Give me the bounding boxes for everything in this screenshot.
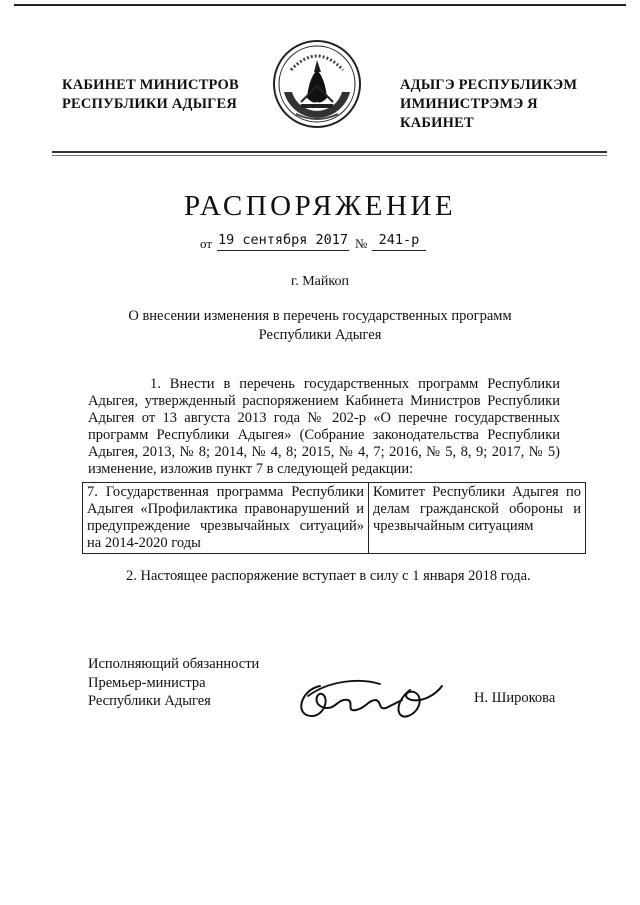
document-date: 19 сентября 2017 — [217, 232, 349, 251]
position-line-1: Исполняющий обязанности — [88, 656, 260, 672]
header-divider — [52, 151, 607, 153]
number-prefix: № — [355, 236, 368, 251]
program-table — [82, 482, 586, 554]
position-line-2: Премьер-министра — [88, 674, 206, 691]
header-right-adyghe — [400, 76, 615, 133]
signatory-name: Н. Широкова — [474, 690, 556, 706]
header-left-line1: КАБИНЕТ МИНИСТРОВ — [62, 77, 239, 93]
header-right-line2: ИМИНИСТРЭМЭ Я КАБИНЕТ — [400, 96, 538, 131]
signatory-position — [88, 655, 259, 711]
document-title: РАСПОРЯЖЕНИЕ — [183, 190, 457, 222]
executor-cell: Комитет Республики Адыгея по делам гражданской обороны и чрезвычайным ситуациям — [369, 483, 586, 554]
document-number: 241-р — [372, 232, 426, 251]
document-subject: О внесении изменения в перечень государственных программ Республики Адыгея — [128, 308, 512, 343]
date-prefix: от — [200, 236, 213, 251]
header-right-line1: АДЫГЭ РЕСПУБЛИКЭМ — [400, 77, 578, 93]
paragraph-1: 1. Внести в перечень государственных программ Республики Адыгея, утвержденный распоряжением Кабинета Министров Республики Адыгея от 13 августа 2013 года № 202-р «О перечне государственных программ Республики Адыгея» (Собрание законодательства Республики Адыгея, 2013, № 8; 2014, № 4, 8; 2015, № 4, 7; 2016, № 5, 8, 9; 2017, № 5) изменение, изложив пункт 7 в следующей редакции: — [88, 376, 560, 477]
header-left-line2: РЕСПУБЛИКИ АДЫГЕЯ — [62, 96, 238, 112]
position-line-3: Республики Адыгея — [88, 693, 211, 709]
paragraph-2: 2. Настоящее распоряжение вступает в силу с 1 января 2018 года. — [126, 568, 531, 584]
handwritten-signature — [290, 672, 450, 728]
program-cell: 7. Государственная программа Республики Адыгея «Профилактика правонарушений и предупреждение чрезвычайных ситуаций» на 2014-2020 годы — [83, 483, 369, 554]
republic-adygea-coat-of-arms-icon — [271, 38, 363, 130]
header-left-russian — [62, 76, 252, 114]
header-divider-thin — [52, 155, 607, 156]
table-row — [83, 483, 586, 554]
city-line: г. Майкоп — [291, 274, 349, 289]
top-border-line — [14, 4, 626, 6]
